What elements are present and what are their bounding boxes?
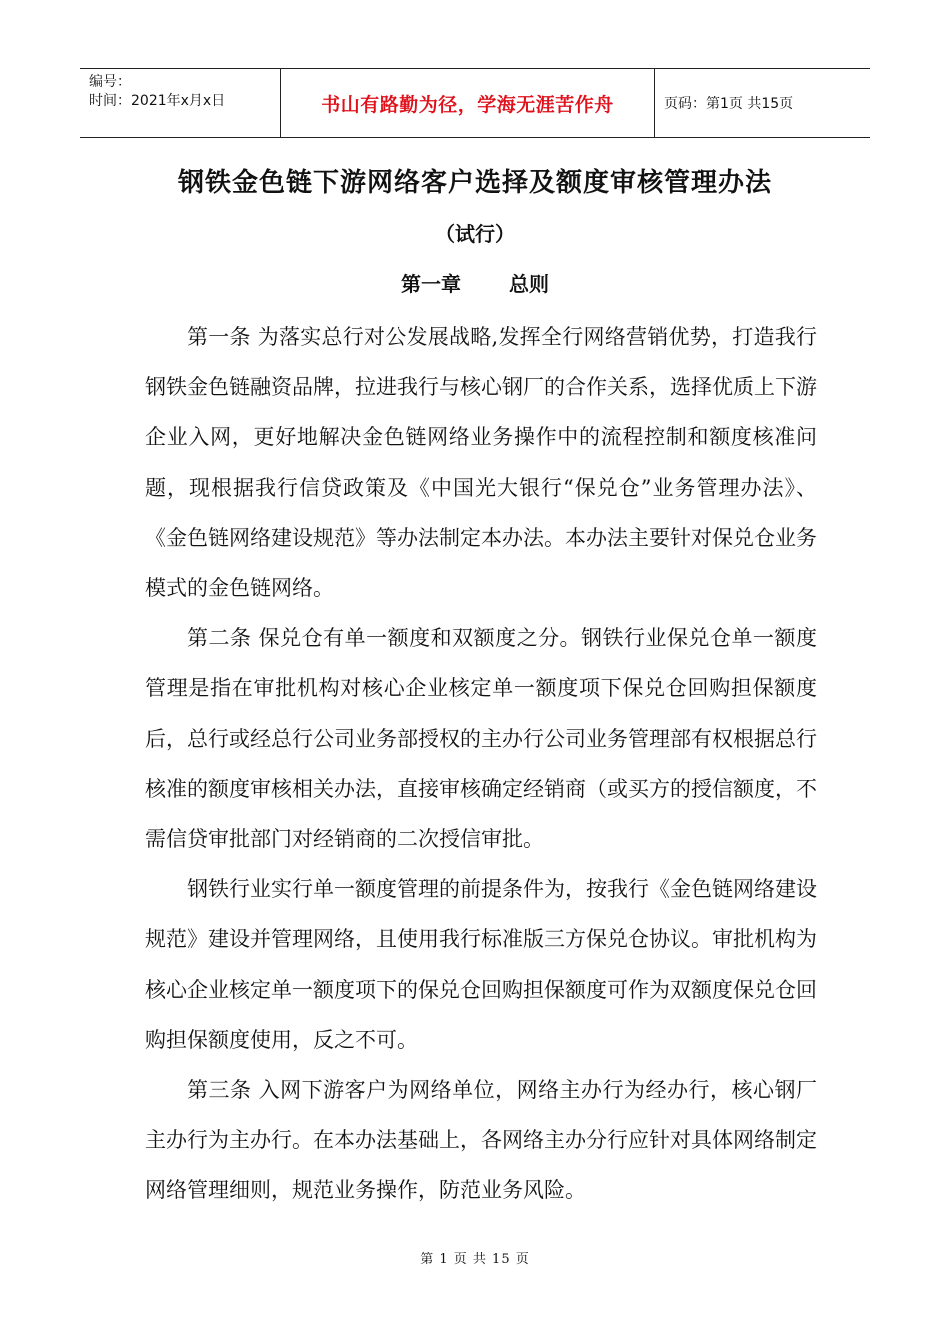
- document-header: [80, 68, 870, 138]
- paragraph: 第二条 保兑仓有单一额度和双额度之分。钢铁行业保兑仓单一额度管理是指在审批机构对核心企业核定单一额度项下保兑仓回购担保额度后，总行或经总行公司业务部授权的主办行公司业务管理部有权根据总行核准的额度审核相关办法，直接审核确定经销商（或买方的授信额度，不需信贷审批部门对经销商的二次授信审批。: [145, 626, 817, 852]
- header-page-info: [655, 69, 870, 137]
- chapter-number: 第一章: [401, 272, 461, 296]
- document-subtitle: （试行）: [435, 222, 515, 246]
- document-number-label: 编号：: [89, 74, 131, 90]
- chapter-heading: [0, 268, 950, 297]
- paragraph: 钢铁行业实行单一额度管理的前提条件为，按我行《金色链网络建设规范》建设并管理网络，且使用我行标准版三方保兑仓协议。审批机构为核心企业核定单一额度项下的保兑仓回购担保额度可作为双额度保兑仓回购担保额度使用，反之不可。: [145, 877, 817, 1052]
- motto-text: 书山有路勤为径，学海无涯苦作舟: [321, 93, 614, 116]
- paragraph: 第一条 为落实总行对公发展战略,发挥全行网络营销优势，打造我行钢铁金色链融资品牌，拉进我行与核心钢厂的合作关系，选择优质上下游企业入网，更好地解决金色链网络业务操作中的流程控制和额度核准问题，现根据我行信贷政策及《中国光大银行“保兑仓”业务管理办法》、《金色链网络建设规范》等办法制定本办法。本办法主要针对保兑仓业务模式的金色链网络。: [145, 325, 817, 601]
- page-footer: 第 1 页 共 15 页: [420, 1252, 530, 1267]
- header-motto: [281, 69, 655, 137]
- paragraph: 第三条 入网下游客户为网络单位，网络主办行为经办行，核心钢厂主办行为主办行。在本办法基础上，各网络主办分行应针对具体网络制定网络管理细则，规范业务操作，防范业务风险。: [145, 1078, 817, 1203]
- document-body: [145, 312, 817, 1216]
- document-title: 钢铁金色链下游网络客户选择及额度审核管理办法: [177, 168, 772, 198]
- chapter-title: 总则: [509, 272, 549, 296]
- header-meta: [80, 69, 281, 137]
- document-date-label: 时间：2021年x月x日: [89, 93, 226, 109]
- page-info-text: 页码：第1页 共15页: [664, 96, 794, 112]
